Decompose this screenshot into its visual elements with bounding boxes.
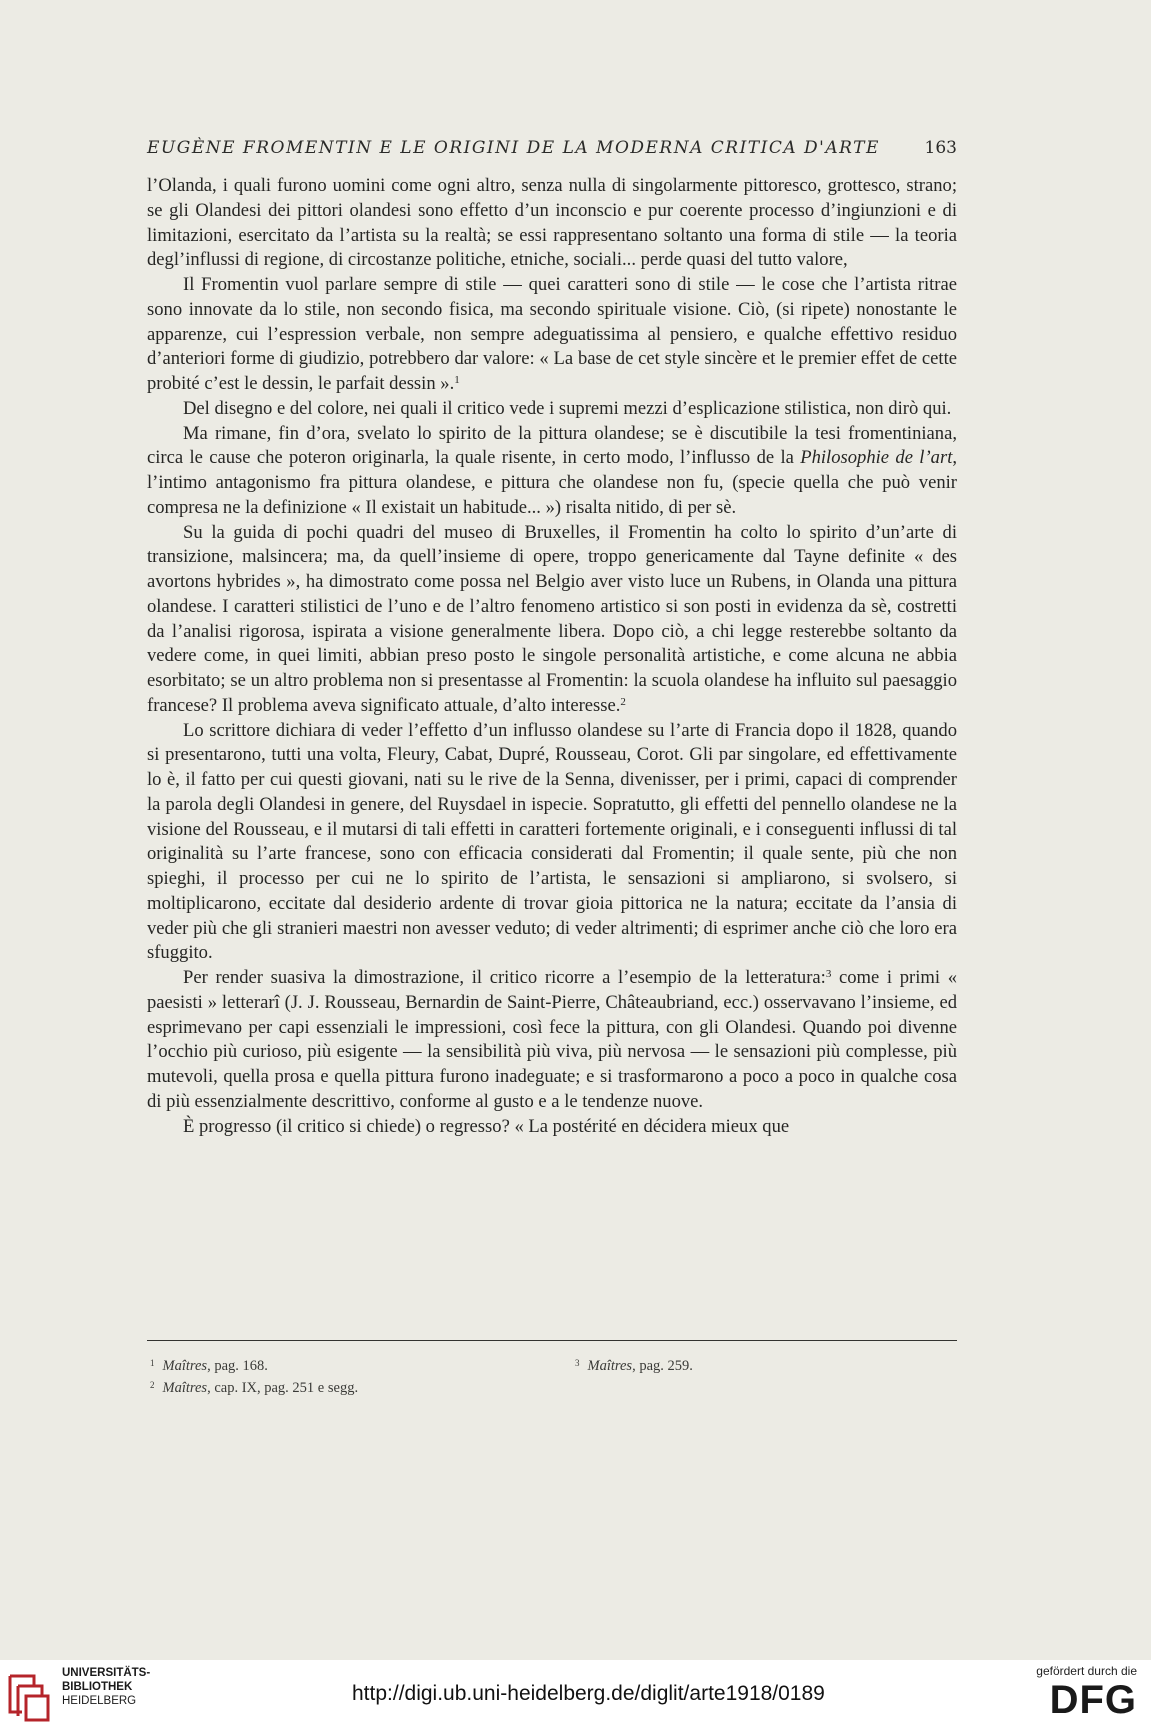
footnote-ref: 2 (620, 695, 626, 708)
library-logo-icon (4, 1666, 52, 1722)
page-number: 163 (924, 138, 957, 158)
permalink[interactable]: http://digi.ub.uni-heidelberg.de/diglit/arte1918/0189 (352, 1682, 825, 1705)
dfg-logo: DFG (1049, 1678, 1137, 1722)
footnote-ref: 3 (825, 968, 832, 980)
paragraph: Lo scrittore dichiara di veder l’effetto d’un influsso olandese su l’arte di Francia dopo il 1828, quando si presentarono, tutti una volta, Fleury, Cabat, Dupré, Rousseau, Corot. Gli par singolare, ed effettivamente lo è, il fatto per cui questi giovani, nati su le rive de la Senna, divenisser, per i primi, capaci di comprender la parola degli Olandesi in genere, del Ruysdael in ispecie. Sopratutto, gli effetti del pennello olandese ne la visione del Rousseau, e il mutarsi di tali effetti in caratteri fortemente originali, e i conseguenti influssi di tal originalità su l’arte francese, sono con efficacia considerati dal Fromentin; il quale sente, più che non spieghi, il processo per cui ne lo spirito de l’artista, le sensazioni si ampliarono, si svolsero, si moltiplicarono, eccitate dal desiderio ardente di trovar gioia pittorica ne la natura; eccitate da l’ansia di veder più che gli stranieri maestri non avesser veduto; di veder altrimenti; di esprimer anche ciò che loro era sfuggito. (147, 719, 957, 964)
body-text (147, 174, 957, 1139)
paragraph: l’Olanda, i quali furono uomini come ogni altro, senza nulla di singolarmente pittoresco, grottesco, strano; se gli Olandesi dei pittori olandesi sono effetto d’un inconscio e pur coerente processo d’ingiunzioni e di limitazioni, esercitato da l’artista su la realtà; se essi rappresentano soltanto una forma di stile — la teoria degl’influssi di regione, di circostanze politiche, etniche, sociali... perde quasi del tutto valore, (147, 175, 957, 271)
paragraph: Per render suasiva la dimostrazione, il critico ricorre a l’esempio de la letteratura:$^3$ come i primi « paesisti » letterarî (J. J. Rousseau, Bernardin de Saint-Pierre, Châteaubriand, ecc.) osservavano l’insieme, ed esprimevano per capi essenziali le impressioni, così fece la pittura, con gli Olandesi. Quando poi divenne l’occhio più curioso, più esigente — la sensibilità più viva, più nervosa — le sensazioni più complesse, più mutevoli, quella prosa e quella pittura furono inadeguate; e si trasformarono a poco a poco in qualche cosa di più essenzialmente descrittivo, conforme al gusto e a le tendenze nuove. (147, 967, 957, 1112)
footnote-rule (147, 1340, 957, 1341)
footnote-1: $^1$ Maîtres, pag. 168. (150, 1358, 268, 1374)
running-title: EUGÈNE FROMENTIN E LE ORIGINI DE LA MODERNA CRITICA D'ARTE (147, 138, 880, 158)
paragraph: Il Fromentin vuol parlare sempre di stile — quei caratteri sono di stile — le cose che l’artista ritrae sono innovate da lo stile, non secondo fisica, ma secondo spirituale visione. Ciò, (si ripete) nonostante le apparenze, cui l’espression verbale, non sempre adeguatissima al pensiero, e qualche effettivo residuo d’anteriori forme di giudizio, potrebbero dar valore: « La base de cet style sincère et le premier effet de cette probité c’est le dessin, le parfait dessin ».$^1$ (147, 274, 957, 394)
institution-name: UNIVERSITÄTS- BIBLIOTHEK HEIDELBERG (62, 1667, 151, 1707)
funding-label: gefördert durch die (1036, 1664, 1137, 1678)
footnote-ref: 1 (454, 374, 460, 386)
paragraph: Ma rimane, fin d’ora, svelato lo spirito de la pittura olandese; se è discutibile la tesi fromentiniana, circa le cause che poteron originarla, la quale risente, in certo modo, l’influsso de la Philosophie de l’art, l’intimo antagonismo fra pittura olandese, e pittura che olandese non fu, (specie quella che può venir compresa ne la definizione « Il existait un habitude... ») risalta nitido, di per sè. (147, 422, 958, 518)
book-title: Philosophie de l’art (800, 447, 953, 469)
paragraph: Su la guida di pochi quadri del museo di Bruxelles, il Fromentin ha colto lo spirito d’un’arte di transizione, malsincera; ma, da quell’insieme di opere, troppo genericamente dal Tayne definite « des avortons hybrides », ha dimostrato come possa nel Belgio aver visto luce un Rubens, in Olanda una pittura olandese. I caratteri stilistici de l’uno e de l’altro fenomeno artistico si son posti in evidenza da sè, costretti da l’analisi rigorosa, ispirata a visione generalmente libera. Dopo ciò, a chi legge resterebbe soltanto da vedere come, in quei limiti, abbian preso posto le singole personalità artistiche, e come alcuna ne abbia esorbitato; se un altro problema non si presentasse al Fromentin: la scuola olandese ha influito sul paesaggio francese? Il problema aveva significato attuale, d’alto interesse.$^2$ (147, 521, 957, 716)
footnote-3: $^3$ Maîtres, pag. 259. (575, 1358, 693, 1374)
running-head (147, 138, 957, 164)
paragraph: È progresso (il critico si chiede) o regresso? « La postérité en décidera mieux que (183, 1115, 790, 1137)
paragraph: Del disegno e del colore, nei quali il critico vede i supremi mezzi d’esplicazione stilistica, non dirò qui. (183, 397, 952, 419)
footnote-2: $^2$ Maîtres, cap. IX, pag. 251 e segg. (150, 1380, 359, 1396)
